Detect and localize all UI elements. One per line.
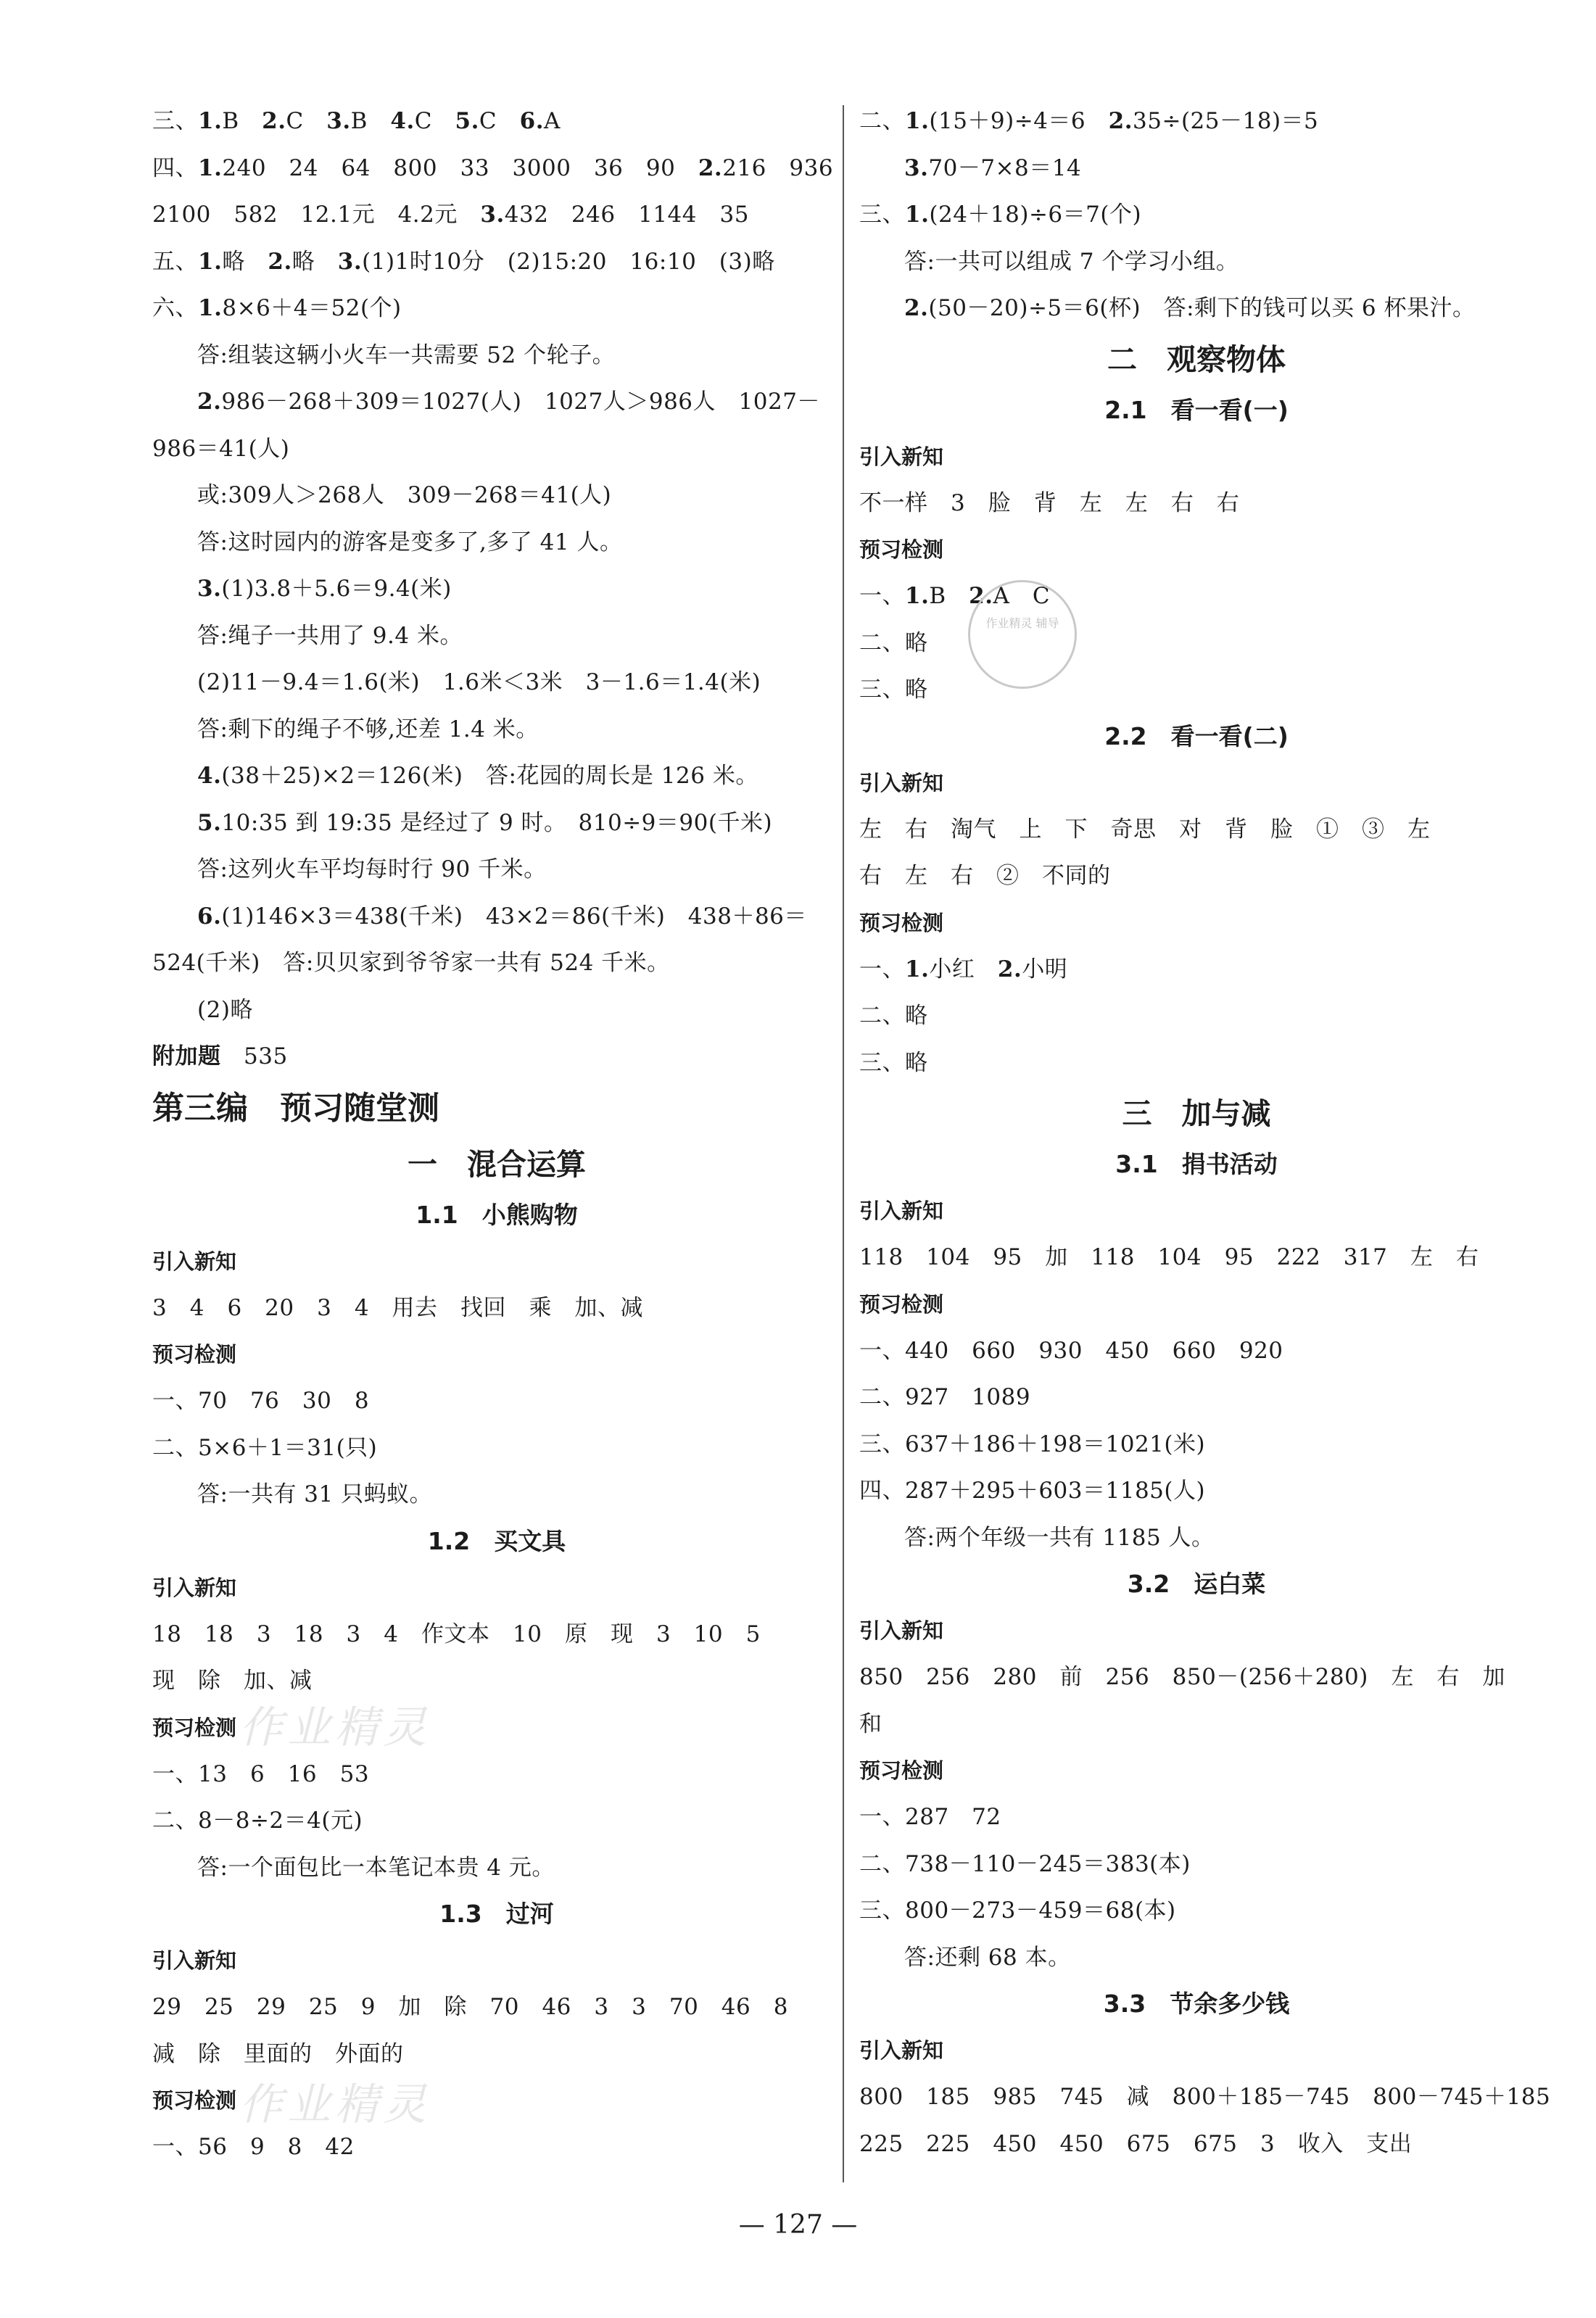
answer-line xyxy=(152,191,841,239)
answer-text: 和 xyxy=(859,1710,882,1737)
answer-line xyxy=(152,1984,841,2031)
item-number: 1. xyxy=(905,108,930,134)
answer-line xyxy=(859,573,1534,620)
answer-line xyxy=(859,1040,1534,1087)
watermark: 作业精灵 xyxy=(239,1702,431,1753)
answer-text: A xyxy=(544,108,561,134)
answer-text: B xyxy=(222,108,262,134)
line-prefix: 四、 xyxy=(152,154,198,181)
section-heading: 1.1 小熊购物 xyxy=(415,1200,578,1229)
answer-text: B xyxy=(929,583,969,609)
section-label: 预习检测 xyxy=(152,1342,237,1367)
line-prefix: 四、 xyxy=(859,1478,905,1504)
answer-text: 535 xyxy=(220,1043,288,1069)
answer-text: (2)11－9.4＝1.6(米) 1.6米＜3米 3－1.6＝1.4(米) xyxy=(197,669,761,695)
answer-text: 答:一共有 31 只蚂蚁。 xyxy=(197,1481,433,1507)
answer-text: 216 936 xyxy=(722,154,834,181)
item-number: 2. xyxy=(197,389,222,415)
item-number: 1. xyxy=(905,956,930,982)
answer-text: 18 18 3 18 3 4 作文本 10 原 现 3 10 5 xyxy=(152,1620,761,1647)
answer-line xyxy=(152,285,841,332)
answer-line xyxy=(859,806,1534,853)
item-number: 3. xyxy=(480,202,505,228)
section-label: 预习检测 xyxy=(859,910,944,935)
line-prefix: 五、 xyxy=(152,248,198,275)
answer-line xyxy=(859,191,1534,239)
answer-text: (1)1时10分 (2)15:20 16:10 (3)略 xyxy=(362,248,775,275)
section-label: 预习检测 xyxy=(152,2088,237,2113)
answer-line xyxy=(152,378,841,426)
answer-text: B xyxy=(350,108,391,134)
answer-line xyxy=(152,566,841,613)
section-label: 预习检测 xyxy=(859,1758,944,1783)
answer-text: 现 除 加、减 xyxy=(152,1668,313,1694)
answer-text: (2)略 xyxy=(197,996,253,1023)
answer-line xyxy=(152,940,841,987)
answer-text: A C xyxy=(993,583,1051,609)
answer-line xyxy=(152,800,841,847)
item-number: 2. xyxy=(969,583,993,609)
answer-text: 答:还剩 68 本。 xyxy=(904,1944,1071,1971)
answer-text: 减 除 里面的 外面的 xyxy=(152,2040,404,2067)
line-prefix: 三、 xyxy=(859,202,905,228)
section-label: 预习检测 xyxy=(859,1291,944,1317)
section-label: 预习检测 xyxy=(859,537,944,562)
answer-text: 927 1089 xyxy=(905,1384,1031,1410)
answer-line xyxy=(859,853,1534,900)
answer-line xyxy=(152,893,841,940)
answer-text: 答:绳子一共用了 9.4 米。 xyxy=(197,622,463,649)
answer-text: 略 xyxy=(905,629,928,656)
section-label: 引入新知 xyxy=(859,770,944,795)
item-number: 2. xyxy=(1108,108,1133,134)
answer-text: 8×6＋4＝52(个) xyxy=(222,295,402,321)
item-number: 3. xyxy=(904,154,929,181)
answer-text: 右 左 右 ② 不同的 xyxy=(859,863,1111,889)
line-prefix: 六、 xyxy=(152,295,198,321)
answer-text: 答:一个面包比一本笔记本贵 4 元。 xyxy=(197,1854,555,1881)
line-prefix: 附加题 xyxy=(152,1043,221,1069)
answer-line xyxy=(859,1374,1534,1421)
answer-line xyxy=(152,613,841,660)
answer-text: (1)146×3＝438(千米) 43×2＝86(千米) 438＋86＝ xyxy=(221,903,807,930)
line-prefix: 二、 xyxy=(152,1434,198,1461)
item-number: 6. xyxy=(197,903,222,930)
answer-text: 29 25 29 25 9 加 除 70 46 3 3 70 46 8 xyxy=(152,1994,788,2020)
item-number: 1. xyxy=(905,583,930,609)
answer-line xyxy=(152,1425,841,1472)
answer-line xyxy=(859,1234,1534,1281)
answer-line xyxy=(859,1887,1534,1934)
answer-text: 略 xyxy=(222,248,268,275)
answer-line xyxy=(152,659,841,706)
item-number: 5. xyxy=(197,809,222,836)
answer-line xyxy=(152,1285,841,1332)
answer-line xyxy=(859,1794,1534,1841)
answer-text: 240 24 64 800 33 3000 36 90 xyxy=(222,154,698,181)
answer-line xyxy=(859,666,1534,713)
answer-text: (24＋18)÷6＝7(个) xyxy=(929,202,1142,228)
section-label: 引入新知 xyxy=(859,2038,944,2063)
line-prefix: 三、 xyxy=(859,1897,905,1924)
answer-text: 13 6 16 53 xyxy=(198,1760,370,1787)
answer-line xyxy=(152,1845,841,1892)
answer-text: 287＋295＋603＝1185(人) xyxy=(905,1478,1206,1504)
item-number: 4. xyxy=(197,763,222,789)
answer-line xyxy=(152,753,841,800)
line-prefix: 一、 xyxy=(152,1388,198,1414)
answer-line xyxy=(859,480,1534,527)
answer-text: 小红 xyxy=(929,956,998,982)
answer-text: 答:这时园内的游客是变多了,多了 41 人。 xyxy=(197,529,623,555)
answer-text: 118 104 95 加 118 104 95 222 317 左 右 xyxy=(859,1244,1479,1270)
answer-line xyxy=(152,846,841,893)
answer-line xyxy=(152,1378,841,1425)
answer-text: 850 256 280 前 256 850－(256＋280) 左 右 加 xyxy=(859,1664,1505,1690)
answer-line xyxy=(152,332,841,379)
answer-text: 10:35 到 19:35 是经过了 9 时。 810÷9＝90(千米) xyxy=(221,809,773,836)
answer-line xyxy=(859,1841,1534,1888)
section-heading: 2.2 看一看(二) xyxy=(1104,721,1289,750)
answer-line xyxy=(152,1033,841,1080)
section-label: 引入新知 xyxy=(152,1575,237,1600)
line-prefix: 二、 xyxy=(152,1808,198,1834)
answer-text: 800－273－459＝68(本) xyxy=(905,1897,1176,1924)
section-heading: 2.1 看一看(一) xyxy=(1104,395,1289,424)
answer-text: 8－8÷2＝4(元) xyxy=(198,1808,363,1834)
item-number: 2. xyxy=(997,956,1022,982)
answer-text: 略 xyxy=(905,676,928,703)
answer-text: 225 225 450 450 675 675 3 收入 支出 xyxy=(859,2130,1413,2157)
section-label: 引入新知 xyxy=(859,444,944,469)
answer-line xyxy=(152,1611,841,1658)
answer-line xyxy=(152,98,841,145)
answer-line xyxy=(859,285,1534,332)
answer-text: 不一样 3 脸 背 左 左 右 右 xyxy=(859,489,1240,516)
section-heading: 1.3 过河 xyxy=(439,1900,554,1928)
answer-text: (15＋9)÷4＝6 xyxy=(929,108,1109,134)
answer-text: 3 4 6 20 3 4 用去 找回 乘 加、减 xyxy=(152,1294,644,1321)
section-label: 引入新知 xyxy=(152,1249,237,1274)
answer-line xyxy=(152,1751,841,1798)
answer-text: 440 660 930 450 660 920 xyxy=(905,1337,1283,1364)
watermark: 作业精灵 xyxy=(239,2079,431,2130)
section-heading: 三 加与减 xyxy=(1122,1096,1271,1131)
line-prefix: 三、 xyxy=(152,108,198,134)
section-heading: 一 混合运算 xyxy=(408,1146,586,1182)
answer-text: 2100 582 12.1元 4.2元 xyxy=(152,202,481,228)
answer-text: (1)3.8＋5.6＝9.4(米) xyxy=(221,576,452,602)
section-heading: 二 观察物体 xyxy=(1107,342,1286,377)
answer-line xyxy=(152,987,841,1034)
answer-text: 800 185 985 745 减 800＋185－745 800－745＋185 xyxy=(859,2084,1551,2110)
answer-text: 左 右 淘气 上 下 奇思 对 背 脸 ① ③ 左 xyxy=(859,816,1431,843)
answer-line xyxy=(859,1701,1534,1748)
answer-line xyxy=(152,519,841,566)
answer-line xyxy=(859,2074,1551,2121)
item-number: 1. xyxy=(198,108,223,134)
answer-text: 287 72 xyxy=(905,1804,1001,1830)
section-heading: 1.2 买文具 xyxy=(427,1526,566,1555)
answer-line xyxy=(152,239,841,286)
answer-text: 70－7×8＝14 xyxy=(928,154,1082,181)
item-number: 1. xyxy=(198,295,223,321)
item-number: 1. xyxy=(198,154,223,181)
answer-line xyxy=(152,426,841,473)
item-number: 1. xyxy=(198,248,223,275)
answer-line xyxy=(859,1515,1534,1562)
item-number: 2. xyxy=(904,295,929,321)
line-prefix: 二、 xyxy=(859,1850,905,1877)
item-number: 3. xyxy=(326,108,351,134)
answer-text: 986－268＋309＝1027(人) 1027人＞986人 1027－ xyxy=(221,389,820,415)
answer-text: 70 76 30 8 xyxy=(198,1388,370,1414)
answer-line xyxy=(152,706,841,753)
answer-text: 略 xyxy=(292,248,338,275)
answer-text: 答:组装这辆小火车一共需要 52 个轮子。 xyxy=(197,342,616,368)
answer-line xyxy=(859,239,1534,286)
answer-text: (50－20)÷5＝6(杯) 答:剩下的钱可以买 6 杯果汁。 xyxy=(928,295,1476,321)
left-column xyxy=(152,98,841,2171)
page-number: — 127 — xyxy=(738,2210,858,2240)
answer-text: 答:两个年级一共有 1185 人。 xyxy=(904,1524,1215,1551)
answer-text: 或:309人＞268人 309－268＝41(人) xyxy=(197,482,612,508)
line-prefix: 一、 xyxy=(152,1760,198,1787)
answer-line xyxy=(859,1654,1534,1701)
line-prefix: 一、 xyxy=(152,2134,198,2160)
item-number: 5. xyxy=(455,108,479,134)
line-prefix: 三、 xyxy=(859,676,905,703)
section-heading: 3.3 节余多少钱 xyxy=(1103,1990,1290,2018)
line-prefix: 三、 xyxy=(859,1431,905,1457)
answer-line xyxy=(859,1328,1534,1375)
item-number: 3. xyxy=(197,576,222,602)
answer-line xyxy=(859,2121,1534,2168)
section-heading: 第三编 预习随堂测 xyxy=(152,1089,439,1127)
answer-text: 答:剩下的绳子不够,还差 1.4 米。 xyxy=(197,716,539,742)
answer-text: 答:一共可以组成 7 个学习小组。 xyxy=(904,248,1239,275)
answer-text: 小明 xyxy=(1022,956,1068,982)
line-prefix: 二、 xyxy=(859,1384,905,1410)
answer-line xyxy=(152,145,841,192)
answer-text: C xyxy=(414,108,455,134)
answer-text: C xyxy=(286,108,327,134)
line-prefix: 二、 xyxy=(859,108,905,134)
answer-line xyxy=(152,1797,841,1845)
stamp-seal: 作业精灵 辅导 xyxy=(968,580,1077,689)
answer-text: 35÷(25－18)＝5 xyxy=(1133,108,1319,134)
item-number: 2. xyxy=(262,108,286,134)
line-prefix: 一、 xyxy=(859,583,905,609)
answer-text: 524(千米) 答:贝贝家到爷爷家一共有 524 千米。 xyxy=(152,950,670,976)
answer-text: (38＋25)×2＝126(米) 答:花园的周长是 126 米。 xyxy=(221,763,758,789)
line-prefix: 三、 xyxy=(859,1049,905,1076)
section-label: 预习检测 xyxy=(152,1715,237,1740)
answer-text: 738－110－245＝383(本) xyxy=(905,1850,1191,1877)
answer-text: 986＝41(人) xyxy=(152,435,290,462)
answer-text: 637＋186＋198＝1021(米) xyxy=(905,1431,1206,1457)
answer-line xyxy=(859,993,1534,1040)
answer-text: 56 9 8 42 xyxy=(198,2134,355,2160)
answer-line xyxy=(859,98,1534,145)
answer-line xyxy=(859,1421,1534,1468)
right-column xyxy=(859,98,1551,2167)
answer-text: C xyxy=(479,108,520,134)
column-divider xyxy=(843,105,844,2182)
line-prefix: 一、 xyxy=(859,956,905,982)
answer-line xyxy=(152,1471,841,1518)
section-heading: 3.1 捐书活动 xyxy=(1115,1150,1278,1178)
answer-line xyxy=(859,145,1534,192)
line-prefix: 一、 xyxy=(859,1337,905,1364)
answer-text: 432 246 1144 35 xyxy=(504,202,749,228)
section-label: 引入新知 xyxy=(152,1948,237,1973)
line-prefix: 二、 xyxy=(859,1003,905,1029)
answer-line xyxy=(859,946,1534,993)
item-number: 4. xyxy=(390,108,415,134)
item-number: 2. xyxy=(268,248,292,275)
answer-line xyxy=(152,472,841,519)
answer-text: 答:这列火车平均每时行 90 千米。 xyxy=(197,856,547,882)
answer-line xyxy=(859,1468,1534,1515)
section-heading: 3.2 运白菜 xyxy=(1127,1570,1266,1598)
answer-text: 5×6＋1＝31(只) xyxy=(198,1434,378,1461)
line-prefix: 一、 xyxy=(859,1804,905,1830)
answer-line xyxy=(859,1934,1534,1982)
answer-text: 略 xyxy=(905,1049,928,1076)
section-label: 引入新知 xyxy=(859,1618,944,1643)
line-prefix: 二、 xyxy=(859,629,905,656)
item-number: 6. xyxy=(519,108,545,134)
answer-line xyxy=(859,620,1534,667)
item-number: 1. xyxy=(905,202,930,228)
item-number: 3. xyxy=(337,248,363,275)
item-number: 2. xyxy=(698,154,723,181)
section-label: 引入新知 xyxy=(859,1199,944,1223)
answer-text: 略 xyxy=(905,1003,928,1029)
